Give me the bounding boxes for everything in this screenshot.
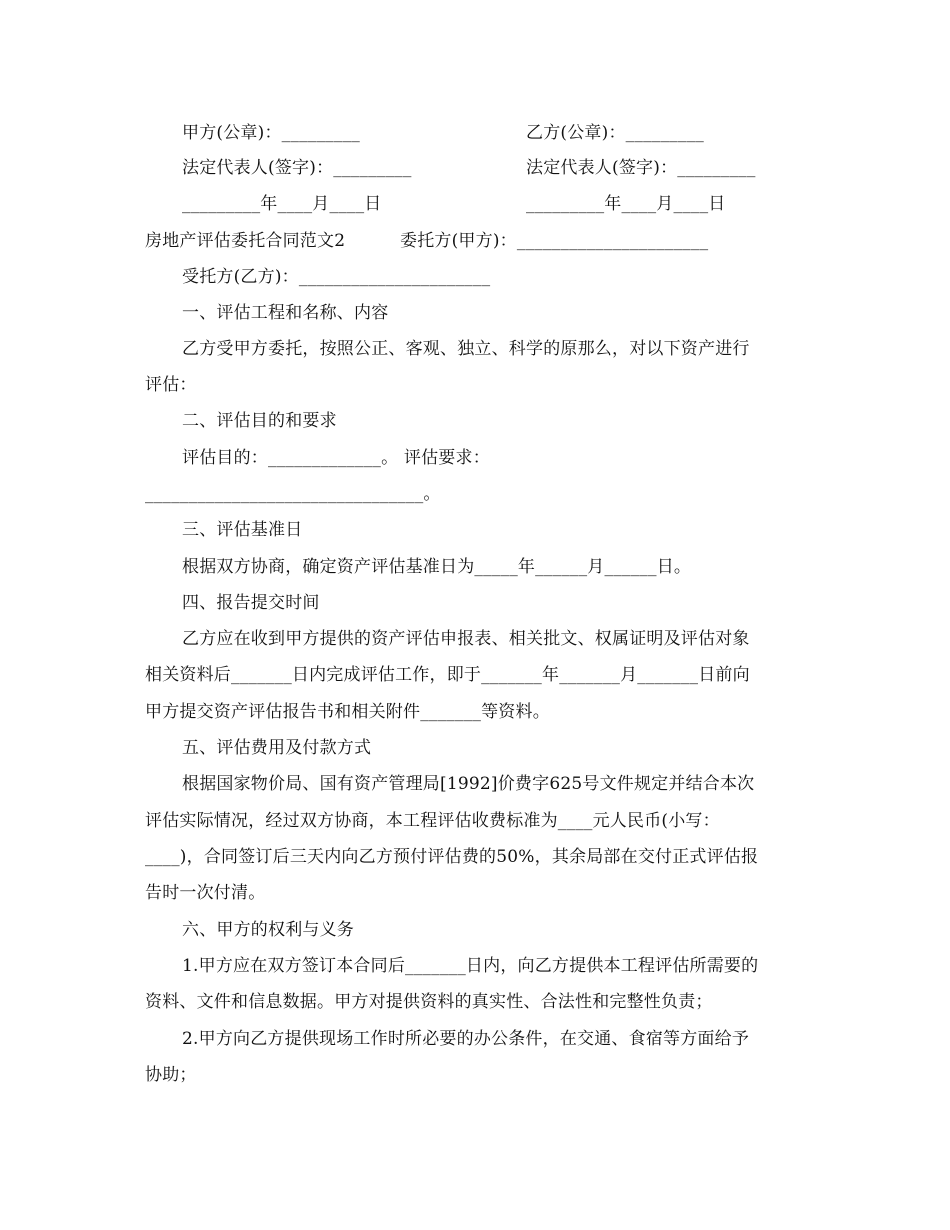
section-2-paragraph: 评估目的：_____________。 评估要求： (182, 448, 490, 468)
section-4-paragraph-cont: 甲方提交资产评估报告书和相关附件_______等资料。 (145, 702, 550, 722)
section-2-heading: 二、评估目的和要求 (182, 411, 337, 431)
section-3-heading: 三、评估基准日 (182, 520, 303, 540)
section-1-paragraph-cont: 评估： (145, 375, 197, 395)
section-5-paragraph-cont: 告时一次付清。 (145, 883, 266, 903)
party-a-date-line: _________年____月____日 (182, 194, 382, 214)
section-4-paragraph: 乙方应在收到甲方提供的资产评估申报表、相关批文、权属证明及评估对象 (182, 629, 750, 649)
section-1-heading: 一、评估工程和名称、内容 (182, 303, 389, 323)
section-3-paragraph: 根据双方协商，确定资产评估基准日为_____年______月______日。 (182, 557, 692, 577)
section-2-paragraph-cont: ________________________________。 (145, 484, 441, 504)
party-a-representative-line: 法定代表人(签字)：_________ (182, 158, 412, 178)
document-title: 房地产评估委托合同范文2 (145, 231, 346, 251)
section-5-heading: 五、评估费用及付款方式 (182, 738, 372, 758)
party-b-representative-line: 法定代表人(签字)：_________ (526, 158, 756, 178)
section-6-heading: 六、甲方的权利与义务 (182, 920, 354, 940)
section-5-paragraph: 根据国家物价局、国有资产管理局[1992]价费字625号文件规定并结合本次 (182, 774, 755, 794)
section-6-item-1-cont: 资料、文件和信息数据。甲方对提供资料的真实性、合法性和完整性负责； (145, 992, 713, 1012)
section-6-item-1: 1.甲方应在双方签订本合同后_______日内，向乙方提供本工程评估所需要的 (182, 956, 759, 976)
section-6-item-2-cont: 协助； (145, 1065, 197, 1085)
section-1-paragraph: 乙方受甲方委托，按照公正、客观、独立、科学的原那么，对以下资产进行 (182, 339, 750, 359)
trustee-line: 受托方(乙方)：______________________ (182, 267, 491, 287)
party-b-seal-line: 乙方(公章)：_________ (526, 123, 704, 143)
section-6-item-2: 2.甲方向乙方提供现场工作时所必要的办公条件，在交通、食宿等方面给予 (182, 1029, 750, 1049)
entrustor-line: 委托方(甲方)：______________________ (400, 231, 709, 251)
section-4-heading: 四、报告提交时间 (182, 593, 320, 613)
section-4-paragraph-cont: 相关资料后_______日内完成评估工作，即于_______年_______月_______日前向 (145, 665, 750, 685)
section-5-paragraph-cont: ____)，合同签订后三天内向乙方预付评估费的50%，其余局部在交付正式评估报 (145, 847, 759, 867)
section-5-paragraph-cont: 评估实际情况，经过双方协商，本工程评估收费标准为____元人民币(小写： (145, 811, 720, 831)
party-a-seal-line: 甲方(公章)：_________ (182, 123, 360, 143)
party-b-date-line: _________年____月____日 (526, 194, 726, 214)
